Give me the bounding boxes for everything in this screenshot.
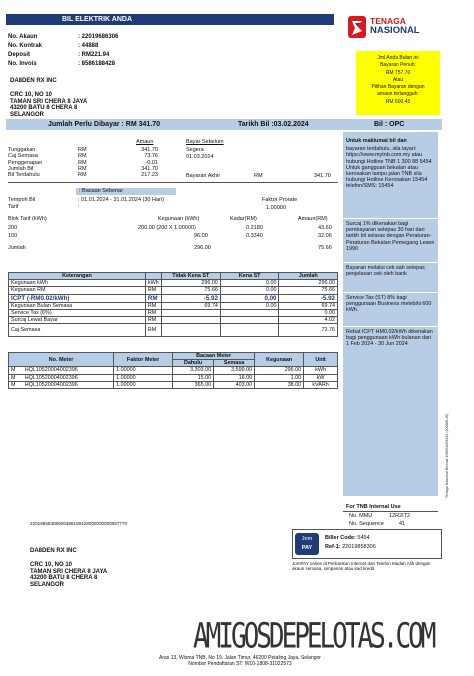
logo-line2: NASIONAL bbox=[370, 25, 420, 36]
table-row: Kegunaan RM RM 75.66 0.00 75.66 bbox=[9, 287, 338, 294]
account-info bbox=[8, 33, 188, 69]
table-row: Kegunaan kWh kWh 296.00 0.00 296.00 bbox=[9, 280, 338, 287]
charges-section: Amaun Bayar Sebelum Tunggakan RM 341.70 Caj Semasa RM 73.76 Penggenapan RM -0.01 Jumlah Bil RM 341.70 Bil Terdahulu RM 217.23 Segera 01.03.2024 Bayaran Akhir RM 341.70 bbox=[8, 139, 331, 179]
side-note-box: Rebat ICPT HM0.02/kWh dikenakan bagi penggunaan kWh bulanan dari 1 Feb 2024 - 30 Jun 2024 bbox=[343, 326, 438, 358]
table-row: M HQL10520004002396 1.00000 3,303.00 3,599.00 296.00 kWh bbox=[9, 367, 338, 374]
side-note-box: Untuk maklumat bil dan bayaran terdahulu, sila layari: https://www.mytnb.com.my atau hubungi Hotline TNB 1 300 88 5454 Untuk gangguan bekalan atau kerosakan lampu jalan TNB sila hubungi Hotline Kerosakan 15454 telefon/SMS: 15454 bbox=[343, 136, 438, 212]
internal-use-box: For TNB Internal Use No. MMU 12R2IT2 No. Sequence 41 bbox=[343, 503, 438, 528]
table-row: Surcaj Lewat Bayar RM 4.02 bbox=[9, 317, 338, 324]
usage-period: : Bacaan Sebenar Tempoh Bil : 01.01.2024 - 31.01.2024 (30 Hari) Tarif : Faktor Prorate 1.00000 bbox=[8, 188, 298, 211]
table-row: Caj Semasa RM 73.76 bbox=[9, 324, 338, 337]
bill-title-bar bbox=[6, 14, 334, 25]
table-row: M HQL10520004002396 1.00000 15.00 16.00 1.00 kW bbox=[9, 374, 338, 381]
divider bbox=[8, 182, 338, 183]
tnb-logo bbox=[346, 14, 446, 46]
table-row: Kegunaan Bulan Semasa RM 69.74 0.00 69.74 bbox=[9, 302, 338, 309]
return-address: CRC 10, NO 10 TAMAN SRI CHERA 8 JAYA 43200 BATU 8 CHERA 8 SELANGOR bbox=[30, 562, 108, 588]
table-row: M HQL10520004002396 1.00000 365.00 403.00 38.00 kVARh bbox=[9, 381, 338, 388]
amount-due: Jumlah Perlu Dibayar : RM 341.70 bbox=[48, 121, 161, 128]
watermark: AMIGOSDEPELOTAS.COM bbox=[193, 616, 434, 658]
summary-bar bbox=[6, 119, 442, 130]
customer-name: DA8DEN RX INC bbox=[10, 78, 57, 84]
jompay-note: JomPAY online di Perbankan Internet dan Telefon Mudah Alih dengan akaun semasa, simpanan atau kad kredit bbox=[292, 561, 431, 572]
footer: Aras 13, Wisma TNB, No 19, Jalan Timur, 46200 Petaling Jaya, Selangor Nombor Pendaftaran ST: W10-1808-31022573 bbox=[159, 655, 321, 667]
vertical-company-text: Tenaga Nasional Berhad 199001009294 (200866-W) bbox=[445, 413, 449, 498]
bill-type: Bil : OPC bbox=[374, 121, 405, 128]
charge-detail-table: Keterangan Tidak Kena ST Kena ST Jumlah Kegunaan kWh kWh 296.00 0.00 296.00 Kegunaan RM RM 75.66 0.00 75.66 ICPT (-RM0.02/kWh) RM -5.92 0.00 -5.92 Kegunaan Bulan Semasa RM 69.74 0.00 69.74 Service Tax (6%) RM 0.00 Surcaj Lewat Bayar RM 4.02 Caj Semasa RM 73.76 bbox=[8, 272, 338, 337]
tnb-logo-icon bbox=[346, 14, 368, 40]
customer-address: CRC 10, NO 10 TAMAN SRI CHERA 8 JAYA 43200 BATU 8 CHERA 8 SELANGOR bbox=[10, 92, 88, 118]
bill-title: BIL ELEKTRIK ANDA bbox=[62, 16, 132, 23]
logo-line1: TENAGA bbox=[370, 16, 406, 26]
account-row: Deposit : RM221.94 bbox=[8, 52, 110, 58]
account-row: No. Akaun : 22019686306 bbox=[8, 34, 119, 40]
bill-date: Tarikh Bil :03.02.2024 bbox=[238, 121, 309, 128]
table-row: ICPT (-RM0.02/kWh) RM -5.92 0.00 -5.92 bbox=[9, 294, 338, 302]
payment-options-box: Jml Anda Bulan ini Bayaran Penuh: RM 757.70 Atau Pilihan Bayaran dengan amaun terlangguh: RM 600.45 bbox=[356, 51, 440, 115]
return-name: DA8DEN RX INC bbox=[30, 548, 77, 554]
table-row: Service Tax (6%) RM 0.00 bbox=[9, 309, 338, 316]
barcode-text: 22019858308006388158428000000000087770 bbox=[30, 521, 128, 526]
jompay-box: Jom PAY Biller Code: 5454 Ref-1: 22019858306 bbox=[292, 529, 442, 559]
side-note-box: Service Tax (ST) 8% bagi penggunaan Business melebihi 600 kWh. bbox=[343, 292, 438, 320]
side-note-box: Surcaj 1% dikenakan bagi pembayaran selepas 30 hari dari tarikh bil selaras dengan Peraturan-Peraturan Bekalan Pemegang Lesen 1990 bbox=[343, 218, 438, 256]
jompay-logo: Jom PAY bbox=[295, 533, 319, 555]
tariff-block-table: Blok Tarif (kWh) Kegunaan (kWh) Kadar(RM) Amaun(RM) 200 200.00 (200 X 1.00000) 0.2180 43.60 100 96.00 0.3340 32.06 Jumlah 296.00 75.66 bbox=[8, 216, 332, 251]
account-row: No. Invois : 8586188428 bbox=[8, 61, 116, 67]
side-note-box: Bayaran melalui cek sah selepas penjelasan cek oleh bank bbox=[343, 262, 438, 286]
account-row: No. Kontrak : 44888 bbox=[8, 43, 99, 49]
meter-table: No. Meter Faktor Meter Bacaan Meter Kegunaan Unit Dahulu Semasa M HQL10520004002396 1.00000 3,303.00 3,599.00 296.00 kWh M HQL10520004002396 1.00000 15.00 16.00 1.00 kW M HQL10520004002396 1.00000 365.00 403.00 38.00 kVARh bbox=[8, 352, 338, 389]
